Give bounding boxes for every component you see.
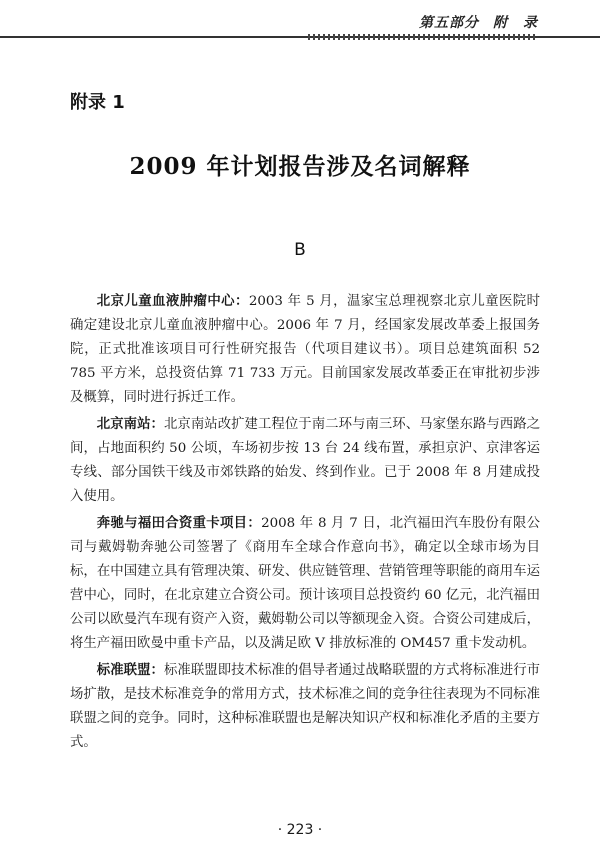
page-number: · 223 · [277, 822, 323, 838]
running-header [419, 12, 538, 32]
glossary-entry [70, 290, 540, 410]
glossary-entry [70, 512, 540, 656]
entry-text: 北京南站改扩建工程位于南二环与南三环、马家堡东路与西路之间，占地面积约 50 公顷，车场初步按 13 台 24 线布置，承担京沪、京津客运专线、部分国铁干线及市郊铁路的始发、终到作业。已于 2008 年 8 月建成投入使用。 [70, 417, 541, 504]
page-header [0, 0, 600, 40]
page-title: 2009 年计划报告涉及名词解释 [129, 153, 471, 180]
entry-text: 2003 年 5 月，温家宝总理视察北京儿童医院时确定建设北京儿童血液肿瘤中心。2006 年 7 月，经国家发展改革委上报国务院，正式批准该项目可行性研究报告（代项目建议书）。项目总建筑面积 52 785 平方米，总投资估算 71 733 万元。目前国家发展改革委正在审批初步涉及概算，同时进行拆迁工作。 [70, 294, 540, 405]
header-dotted-rule [308, 34, 538, 40]
appendix-label: 附录 1 [70, 92, 125, 113]
entry-term: 标准联盟： [96, 663, 164, 678]
entry-term: 奔驰与福田合资重卡项目： [96, 516, 262, 531]
entry-text: 2008 年 8 月 7 日，北汽福田汽车股份有限公司与戴姆勒奔驰公司签署了《商用车全球合作意向书》，确定以全球市场为目标，在中国建立具有管理决策、研发、供应链管理、营销管理等职能的商用车运营中心，同时，在北京建立合资公司。预计该项目总投资约 60 亿元，北汽福田公司以欧曼汽车现有资产入资，戴姆勒公司以等额现金入资。合资公司建成后，将生产福田欧曼中重卡产品，以及满足欧 V 排放标准的 OM457 重卡发动机。 [70, 516, 541, 651]
header-part: 第五部分 [419, 15, 479, 31]
entry-term: 北京儿童血液肿瘤中心： [96, 294, 249, 309]
glossary-content [70, 290, 540, 758]
glossary-entry [70, 413, 540, 509]
entry-term: 北京南站： [96, 417, 164, 432]
header-section: 附 录 [493, 15, 538, 31]
entry-text: 标准联盟即技术标准的倡导者通过战略联盟的方式将标准进行市场扩散，是技术标准竞争的常用方式，技术标准之间的竞争往往表现为不同标准联盟之间的竞争。同时，这种标准联盟也是解决知识产权和标准化矛盾的主要方式。 [70, 663, 541, 750]
glossary-entry [70, 659, 540, 755]
section-letter: B [294, 240, 306, 260]
